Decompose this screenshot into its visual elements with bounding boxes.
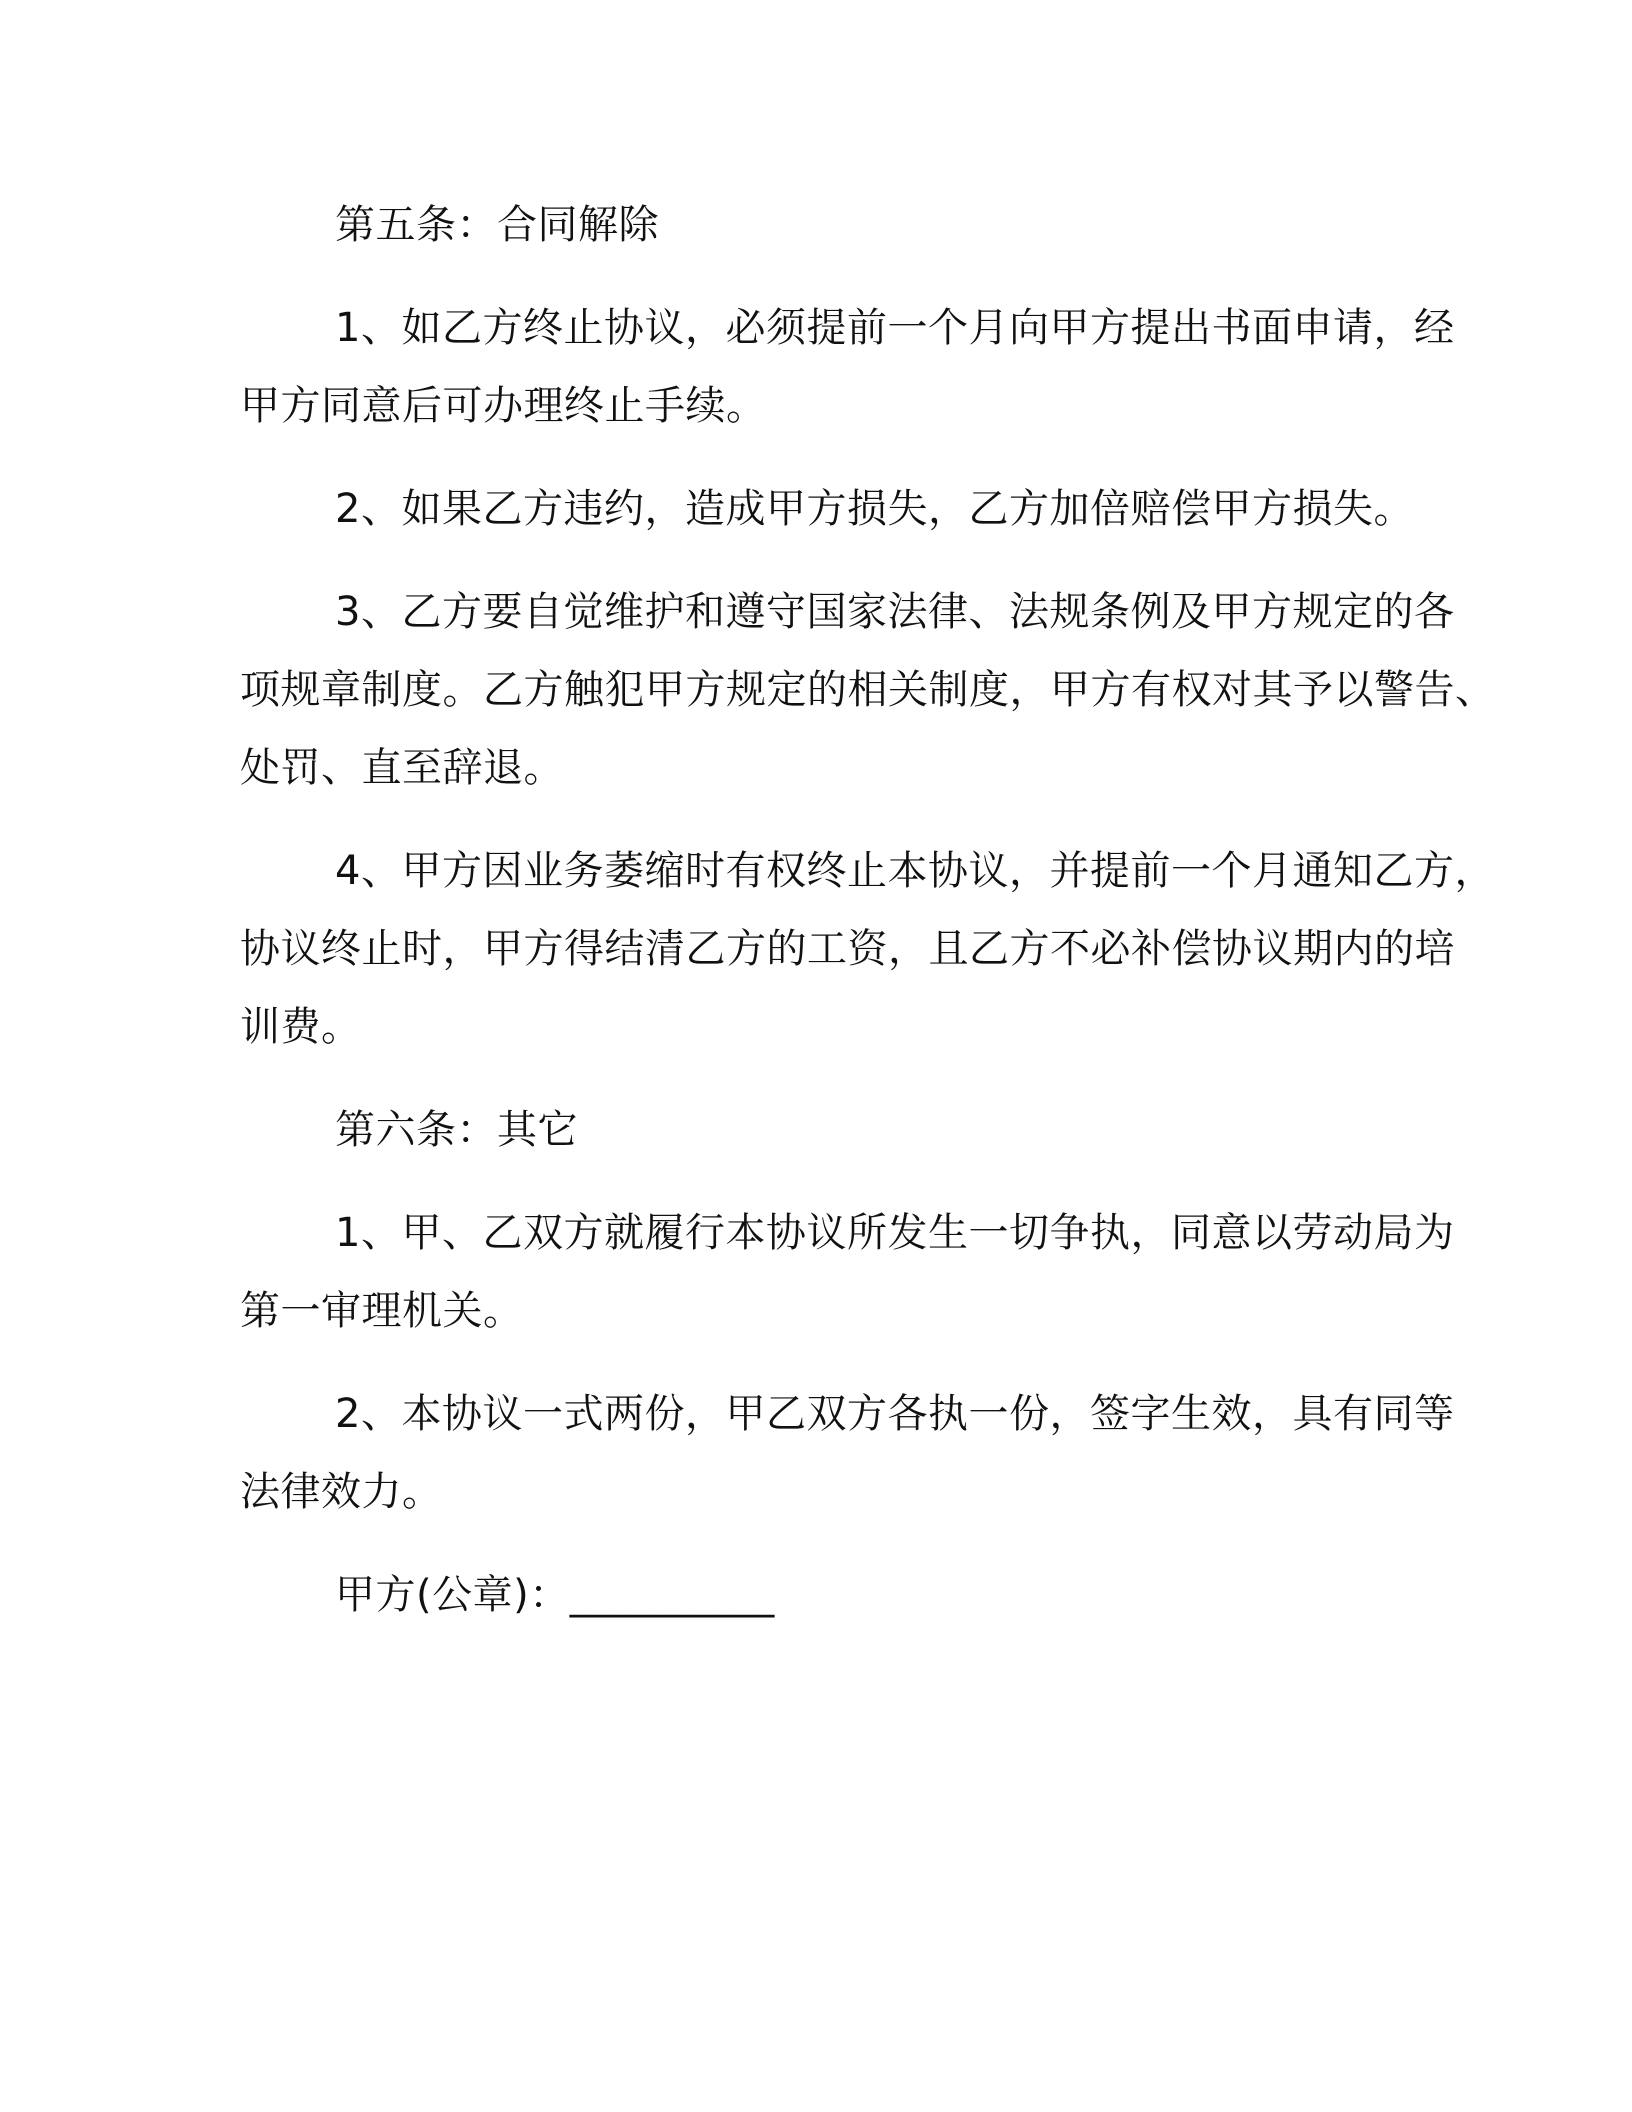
document-body	[240, 186, 1496, 1634]
paragraph-line: 1、甲、乙双方就履行本协议所发生一切争执，同意以劳动局为	[335, 1210, 1455, 1256]
paragraph-line: 甲方同意后可办理终止手续。	[240, 383, 767, 429]
paragraph-line: 训费。	[240, 1004, 362, 1050]
section5-heading: 第五条：合同解除	[335, 202, 659, 248]
paragraph-line: 4、甲方因业务萎缩时有权终止本协议，并提前一个月通知乙方，	[335, 848, 1495, 894]
paragraph-line: 1、如乙方终止协议，必须提前一个月向甲方提出书面申请，经	[335, 305, 1455, 351]
paragraph-line: 项规章制度。乙方触犯甲方规定的相关制度，甲方有权对其予以警告、	[240, 667, 1496, 713]
paragraph-line: 2、如果乙方违约，造成甲方损失，乙方加倍赔偿甲方损失。	[335, 486, 1414, 532]
paragraph-line: 第一审理机关。	[240, 1288, 524, 1334]
section5-item-3	[240, 573, 1496, 807]
paragraph-line: 3、乙方要自觉维护和遵守国家法律、法规条例及甲方规定的各	[335, 589, 1455, 635]
section5-item-4	[240, 832, 1495, 1066]
section5-item-1	[240, 289, 1455, 445]
paragraph-line: 协议终止时，甲方得结清乙方的工资，且乙方不必补偿协议期内的培	[240, 926, 1455, 972]
paragraph-line: 2、本协议一式两份，甲乙双方各执一份，签字生效，具有同等	[335, 1391, 1455, 1437]
section5-item-2	[240, 470, 1414, 548]
paragraph-line: 法律效力。	[240, 1469, 443, 1515]
section6-heading: 第六条：其它	[335, 1107, 578, 1153]
section6-item-1	[240, 1194, 1455, 1350]
signature-line-party-a: 甲方(公章)：__________	[335, 1572, 775, 1618]
paragraph-line: 处罚、直至辞退。	[240, 745, 564, 791]
section6-item-2	[240, 1375, 1455, 1531]
